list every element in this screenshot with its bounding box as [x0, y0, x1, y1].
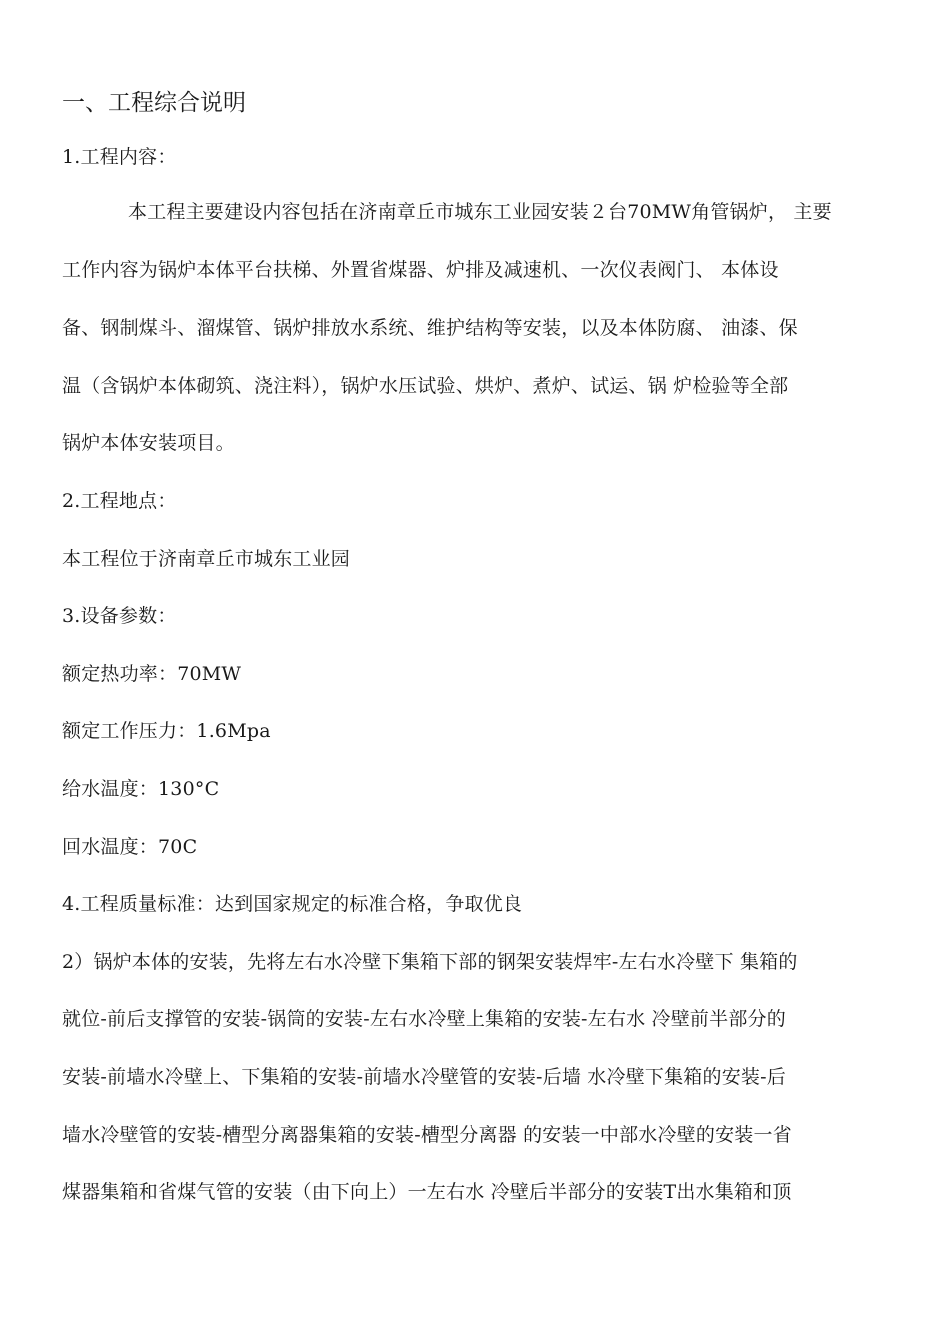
paragraph-line: 温（含锅炉本体砌筑、浇注料），锅炉水压试验、烘炉、煮炉、试运、锅 炉检验等全部	[62, 375, 789, 397]
param-line: 给水温度：130°C	[62, 778, 220, 800]
item-3-title: 3.设备参数：	[62, 605, 177, 627]
paragraph-line: 锅炉本体安装项目。	[62, 432, 235, 454]
item-4-title: 4.工程质量标准：达到国家规定的标准合格，争取优良	[62, 893, 523, 915]
paragraph-line: 煤器集箱和省煤气管的安装（由下向上）一左右水 冷壁后半部分的安装T出水集箱和顶	[62, 1181, 792, 1203]
param-line: 额定工作压力：1.6Mpa	[62, 720, 271, 742]
item-2-title: 2.工程地点：	[62, 490, 177, 512]
paragraph-line: 墙水冷壁管的安装-槽型分离器集箱的安装-槽型分离器 的安装一中部水冷壁的安装一省	[62, 1124, 792, 1146]
param-line: 额定热功率：70MW	[62, 663, 242, 685]
paragraph-line: 工作内容为锅炉本体平台扶梯、外置省煤器、炉排及减速机、一次仪表阀门、 本体设	[62, 259, 779, 281]
paragraph-line: 本工程主要建设内容包括在济南章丘市城东工业园安装２台70MW角管锅炉， 主要	[128, 201, 832, 223]
section-heading: 一、工程综合说明	[62, 90, 246, 116]
param-line: 回水温度：70C	[62, 836, 198, 858]
paragraph-line: 本工程位于济南章丘市城东工业园	[62, 548, 351, 570]
paragraph-line: 就位-前后支撑管的安装-锅筒的安装-左右水冷壁上集箱的安装-左右水 冷壁前半部分的	[62, 1008, 786, 1030]
paragraph-line: 安装-前墙水冷壁上、下集箱的安装-前墙水冷壁管的安装-后墙 水冷壁下集箱的安装-后	[62, 1066, 786, 1088]
paragraph-line: 2）锅炉本体的安装，先将左右水冷壁下集箱下部的钢架安装焊牢-左右水冷壁下 集箱的	[62, 951, 798, 973]
paragraph-line: 备、钢制煤斗、溜煤管、锅炉排放水系统、维护结构等安装，以及本体防腐、 油漆、保	[62, 317, 798, 339]
item-1-title: 1.工程内容：	[62, 146, 177, 168]
